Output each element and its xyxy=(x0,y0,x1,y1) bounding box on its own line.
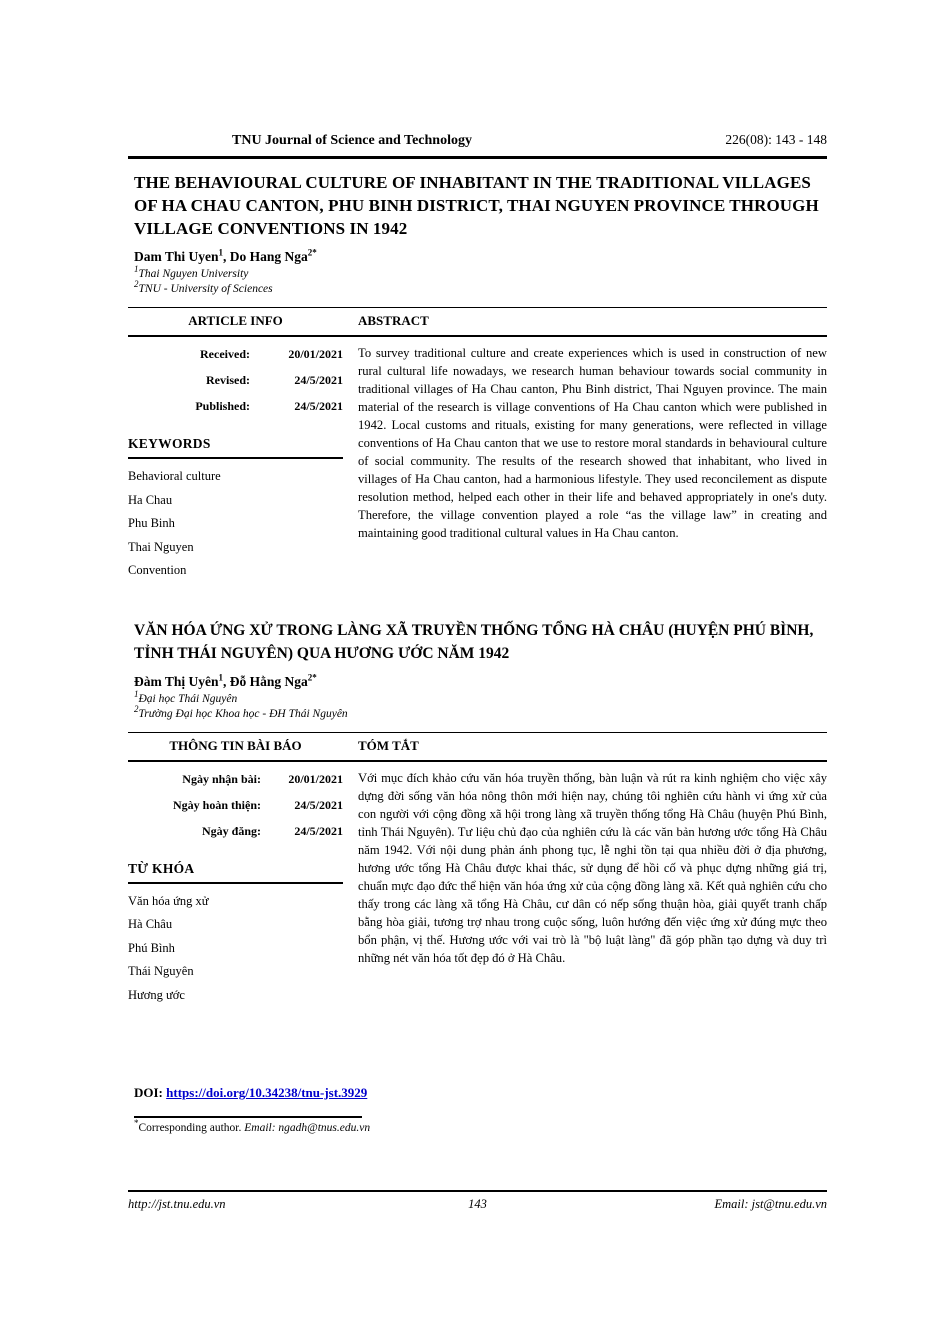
date-label: Received: xyxy=(200,347,250,361)
footnote-email: Email: ngadh@tnus.edu.vn xyxy=(244,1122,371,1134)
author-name: Dam Thi Uyen xyxy=(134,249,219,264)
abstract-text-en: To survey traditional culture and create experiences which is used in construction of new rural cultural life nowadays, we research human behaviour towards social community in traditional villages of Ha Chau canton, Phu Binh district, Thai Nguyen province. The main material of the research is village conventions of Ha Chau canton which were published in 1942. Local customs and rituals, existing for many generations, were reflected in village conventions of Ha Chau canton that we use to restore moral standards in behavioural culture of social community. The results of the research showed that inhabitant, who lived in villages of Ha Chau canton, had a harmonious lifestyle. They used reconcilement as dispute resolution method, helped each other in their life and behaved appropriately in one's duty. Therefore, the village convention played a role “as the village law” in creating and maintaining good traditional cultural values in Ha Chau canton. xyxy=(358,346,827,540)
article-info-column-vn xyxy=(128,762,343,1008)
article-info-column-en xyxy=(128,337,343,583)
abstract-header-vn: TÓM TẮT xyxy=(358,737,419,753)
keyword-item: Văn hóa ứng xử xyxy=(128,893,209,908)
section-band-vn xyxy=(128,732,827,762)
article-info-header-vn: THÔNG TIN BÀI BÁO xyxy=(169,737,302,753)
abstract-text-vn: Với mục đích khảo cứu văn hóa truyền thống, bàn luận và rút ra kinh nghiệm cho việc xây dựng đời sống văn hóa nông thôn mới hiện nay, chúng tôi nghiên cứu hành vi ứng xử của con người với cộng đồng xã hội trong làng xã truyền thống tổng Hà Châu (huyện Phú Bình, tỉnh Thái Nguyên). Tư liệu chủ đạo của nghiên cứu là các văn bản hương ước tổng Hà Châu năm 1942. Với nội dung phản ánh phong tục, lễ nghi tồn tại qua nhiều đời ở địa phương, hương ước tổng Hà Châu được khai thác, sử dụng để hồi cố và phục dựng những giá trị, chuẩn mực đạo đức thể hiện văn hóa ứng xử của cộng đồng làng xã. Kết quả nghiên cứu cho thấy trong các làng xã tổng Hà Châu, cư dân có nếp sống thuận hòa, giải quyết tranh chấp bằng hòa giải, tương trợ nhau trong cuộc sống, luôn hướng đến việc ứng xử đúng mực theo bổn phận, vị thế. Hương ước với vai trò là "bộ luật làng" đã góp phần tạo dựng và duy trì những nét văn hóa tốt đẹp đó ở Hà Châu. xyxy=(358,770,827,965)
date-value: 24/5/2021 xyxy=(294,797,343,812)
date-label: Ngày hoàn thiện: xyxy=(172,797,261,812)
affiliations-en xyxy=(128,264,827,297)
keywords-header-vn: TỪ KHÓA xyxy=(128,861,343,884)
date-label: Revised: xyxy=(206,373,250,387)
author-affil-marker: 1 xyxy=(218,247,224,258)
keyword-item: Convention xyxy=(128,563,187,577)
affiliation-line xyxy=(134,279,827,297)
issue-info: 226(08): 143 - 148 xyxy=(725,132,827,147)
journal-name: TNU Journal of Science and Technology xyxy=(232,133,472,148)
footnote-marker: * xyxy=(134,1118,139,1129)
author-name: Do Hang Nga xyxy=(229,249,308,264)
doi-line xyxy=(128,1085,827,1101)
date-label: Ngày nhận bài: xyxy=(182,771,261,786)
keyword-item: Behavioral culture xyxy=(128,469,221,483)
keyword-item: Thái Nguyên xyxy=(128,964,194,978)
keyword-item: Thai Nguyen xyxy=(128,539,194,554)
two-column-section-en xyxy=(128,337,827,583)
date-row xyxy=(134,399,343,414)
keyword-item: Hà Châu xyxy=(128,917,173,931)
date-row xyxy=(134,373,343,388)
keywords-list-vn xyxy=(128,890,343,1008)
date-value: 20/01/2021 xyxy=(288,771,343,786)
footer-journal-url: http://jst.tnu.edu.vn xyxy=(128,1197,226,1211)
doi-label: DOI: xyxy=(134,1085,163,1100)
affiliation-line xyxy=(134,703,827,722)
affiliation-text: Thai Nguyen University xyxy=(138,268,249,280)
affiliation-marker: 2 xyxy=(134,703,139,714)
header-rule xyxy=(128,156,827,159)
page-number: 143 xyxy=(468,1197,487,1211)
keywords-list-en xyxy=(128,465,343,583)
section-band-en xyxy=(128,307,827,337)
keyword-item: Phu Binh xyxy=(128,516,175,530)
page xyxy=(128,0,827,1134)
footnote-rule xyxy=(134,1116,362,1118)
corresponding-author-footnote xyxy=(128,1118,827,1134)
affiliation-marker: 2 xyxy=(134,279,139,290)
page-footer xyxy=(128,1190,827,1212)
affiliation-line xyxy=(134,264,827,282)
date-label: Ngày đăng: xyxy=(201,823,261,838)
author-affil-marker: 2* xyxy=(307,247,317,258)
authors-line-vn xyxy=(128,674,827,690)
author-separator: , xyxy=(223,673,230,689)
authors-line-en xyxy=(128,249,827,265)
date-row xyxy=(134,824,343,839)
doi-link[interactable]: https://doi.org/10.34238/tnu-jst.3929 xyxy=(166,1085,368,1100)
affiliation-text: Đại học Thái Nguyên xyxy=(138,692,238,705)
abstract-header: ABSTRACT xyxy=(358,313,429,328)
affiliation-marker: 1 xyxy=(134,688,139,699)
date-value: 24/5/2021 xyxy=(294,373,343,387)
affiliation-line xyxy=(134,688,827,707)
article-info-header: ARTICLE INFO xyxy=(188,313,283,328)
footnote-text: Corresponding author. xyxy=(138,1122,245,1134)
date-row xyxy=(134,798,343,813)
date-value: 24/5/2021 xyxy=(294,399,343,413)
article-title-en: THE BEHAVIOURAL CULTURE OF INHABITANT IN THE TRADITIONAL VILLAGES OF HA CHAU CANTON, PHU BINH DISTRICT, THAI NGUYEN PROVINCE THROUGH VILLAGE CONVENTIONS IN 1942 xyxy=(134,173,819,238)
date-label: Published: xyxy=(195,399,250,413)
author-name: Đỗ Hằng Nga xyxy=(229,673,308,689)
author-separator: , xyxy=(223,249,230,264)
keyword-item: Ha Chau xyxy=(128,492,173,507)
two-column-section-vn xyxy=(128,762,827,1008)
author-affil-marker: 2* xyxy=(307,672,317,682)
affiliation-text: TNU - University of Sciences xyxy=(138,283,273,295)
running-head xyxy=(128,132,827,149)
article-title-vn: VĂN HÓA ỨNG XỬ TRONG LÀNG XÃ TRUYỀN THỐNG TỔNG HÀ CHÂU (HUYỆN PHÚ BÌNH, TỈNH THÁI NGUYÊN) QUA HƯƠNG ƯỚC NĂM 1942 xyxy=(134,621,814,662)
date-row xyxy=(134,347,343,362)
date-row xyxy=(134,772,343,787)
date-value: 24/5/2021 xyxy=(294,823,343,838)
date-value: 20/01/2021 xyxy=(288,347,343,361)
affiliation-marker: 1 xyxy=(134,264,139,275)
keyword-item: Hương ước xyxy=(128,987,185,1002)
author-affil-marker: 1 xyxy=(218,672,224,682)
keywords-header-en: KEYWORDS xyxy=(128,436,343,459)
affiliations-vn xyxy=(128,688,827,722)
footer-email: Email: jst@tnu.edu.vn xyxy=(714,1197,827,1211)
affiliation-text: Trường Đại học Khoa học - ĐH Thái Nguyên xyxy=(138,707,348,720)
author-name: Đàm Thị Uyên xyxy=(134,673,219,689)
keyword-item: Phú Bình xyxy=(128,940,175,955)
